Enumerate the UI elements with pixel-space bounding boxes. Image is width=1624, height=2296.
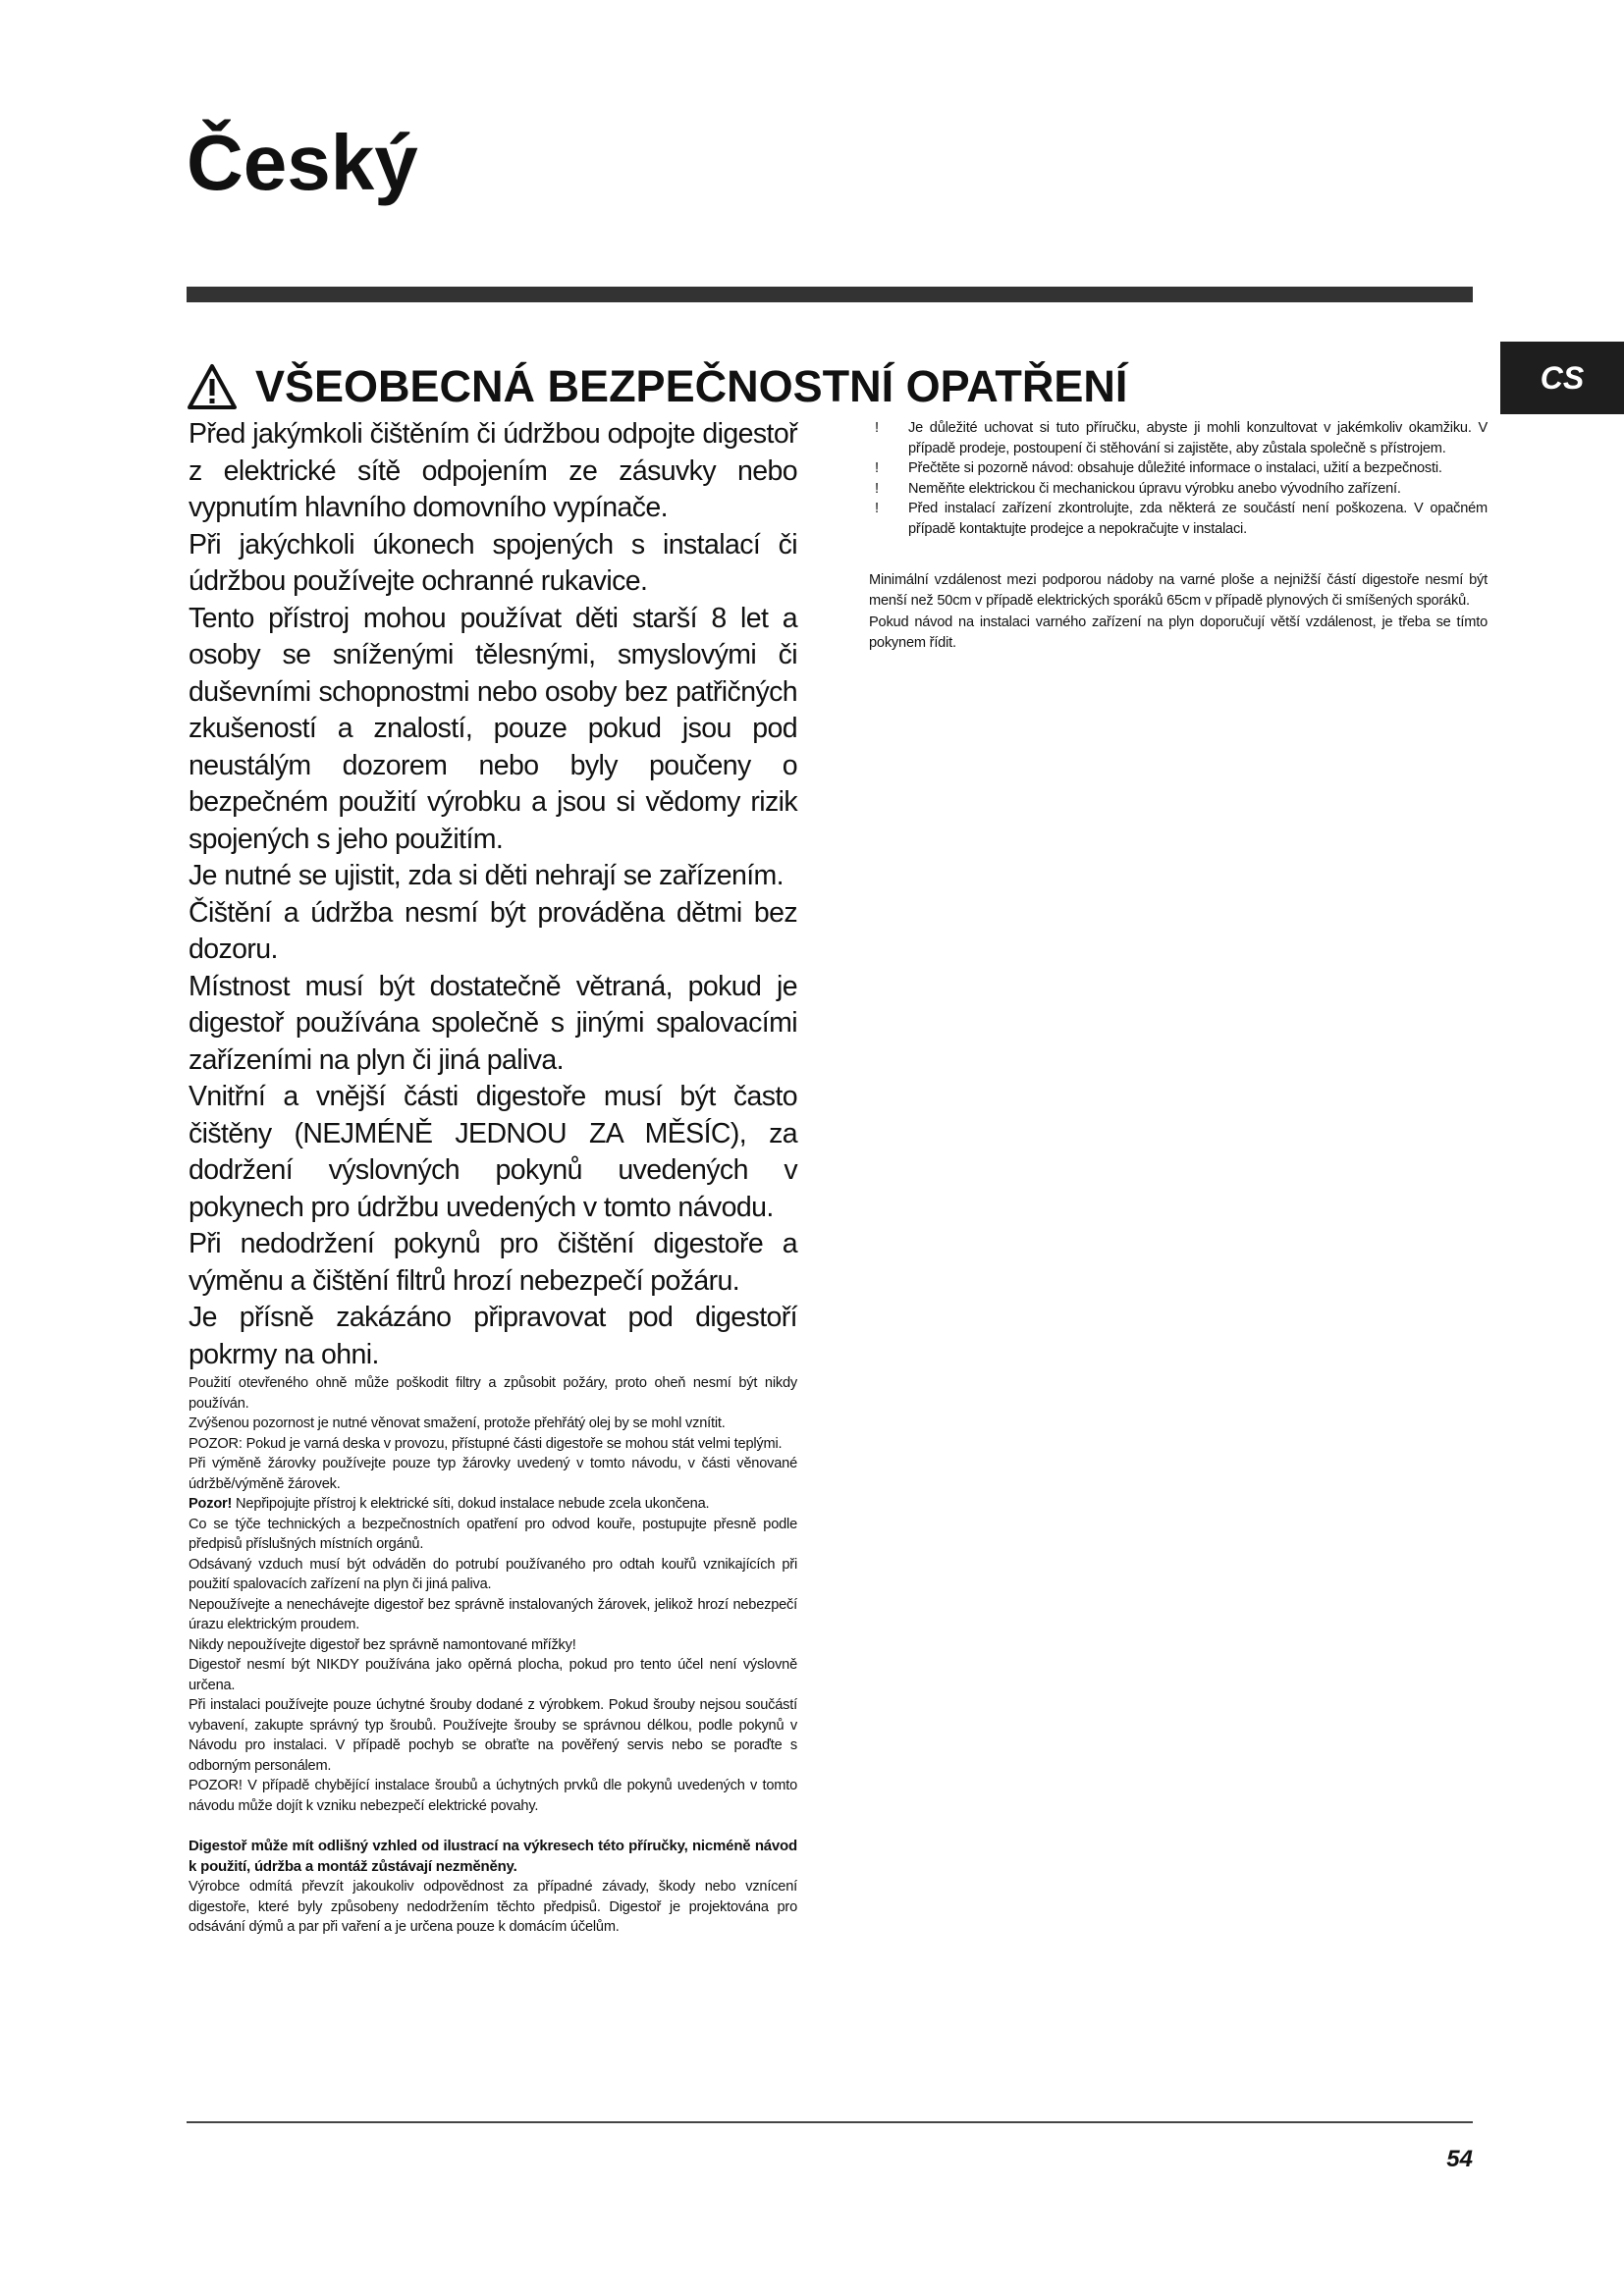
left-column [189, 416, 797, 1938]
instruction-paragraph: Před jakýmkoli čištěním či údržbou odpojte digestoř z elektrické sítě odpojením ze zásuvky nebo vypnutím hlavního domovního vypínače. [189, 418, 797, 523]
design-note [189, 1836, 797, 1938]
instruction-paragraph: Co se týče technických a bezpečnostních opatření pro odvod kouře, postupujte přesně podle předpisů příslušných místních orgánů. [189, 1516, 797, 1552]
bullet-item [869, 499, 1488, 539]
bullet-text: Před instalací zařízení zkontrolujte, zda některá ze součástí není poškozena. V opačném případě kontaktujte prodejce a nepokračujte v instalaci. [908, 501, 1488, 537]
header-divider [187, 287, 1473, 302]
instruction-paragraph: Je přísně zakázáno připravovat pod digestoří pokrmy na ohni. [189, 1302, 797, 1370]
bullet-item [869, 479, 1488, 500]
section-heading-text: VŠEOBECNÁ BEZPEČNOSTNÍ OPATŘENÍ [255, 361, 1128, 411]
bullet-text: Je důležité uchovat si tuto příručku, abyste ji mohli konzultovat v jakémkoliv okamžiku. V případě prodeje, postoupení či stěhování si zajistěte, aby zůstala společně s přístrojem. [908, 420, 1488, 456]
instruction-paragraph: Je nutné se ujistit, zda si děti nehrají se zařízením. [189, 860, 784, 891]
page-number: 54 [1446, 2146, 1473, 2172]
pozor-text: Nepřipojujte přístroj k elektrické síti, dokud instalace nebude zcela ukončena. [232, 1496, 710, 1512]
bullet-text: Neměňte elektrickou či mechanickou úpravu výrobku anebo vývodního zařízení. [908, 480, 1401, 497]
bullet-text: Přečtěte si pozorně návod: obsahuje důležité informace o instalaci, užití a bezpečnosti. [908, 460, 1442, 476]
instruction-paragraph: Čištění a údržba nesmí být prováděna dětmi bez dozoru. [189, 896, 797, 965]
right-column [869, 418, 1488, 655]
distance-paragraph: Pokud návod na instalaci varného zařízení na plyn doporučují větší vzdálenost, je třeba se tímto pokynem řídit. [869, 614, 1488, 651]
exclamation-mark: ! [875, 480, 880, 497]
instruction-paragraph: Digestoř nesmí být NIKDY používána jako opěrná plocha, pokud pro tento účel není výslovně určena. [189, 1657, 797, 1693]
exclamation-mark: ! [875, 501, 880, 516]
instruction-paragraph: Při výměně žárovky používejte pouze typ žárovky uvedený v tomto návodu, v části věnované údržbě/výměně žárovek. [189, 1456, 797, 1492]
exclamation-mark: ! [875, 420, 880, 436]
exclamation-mark: ! [875, 460, 880, 476]
instruction-paragraph: Při instalaci používejte pouze úchytné šrouby dodané z výrobkem. Pokud šrouby nejsou součástí vybavení, zakupte správný typ šroubů. Používejte šrouby se správnou délkou, podle pokynů v Návodu pro instalaci. V případě pochyb se obraťte na pověřený servis nebo se poraďte s odborným personálem. [189, 1697, 797, 1774]
instruction-paragraph: Při nedodržení pokynů pro čištění digestoře a výměnu a čištění filtrů hrozí nebezpečí požáru. [189, 1228, 797, 1297]
instruction-paragraph: Nepoužívejte a nenechávejte digestoř bez správně instalovaných žárovek, jelikož hrozí nebezpečí úrazu elektrickým proudem. [189, 1596, 797, 1632]
secondary-safety-instructions [189, 1373, 797, 1816]
bullet-item [869, 458, 1488, 479]
design-note-bold: Digestoř může mít odlišný vzhled od ilustrací na výkresech této příručky, nicméně návod k použití, údržba a montáž zůstávají nezměněny. [189, 1838, 797, 1875]
pozor-paragraph [189, 1494, 797, 1515]
instruction-paragraph: Zvýšenou pozornost je nutné věnovat smažení, protože přehřátý olej by se mohl vznítit. [189, 1415, 726, 1431]
instruction-paragraph: Vnitřní a vnější části digestoře musí být často čištěny (NEJMÉNĚ JEDNOU ZA MĚSÍC), za dodržení výslovných pokynů uvedených v pokynech pro údržbu uvedených v tomto návodu. [189, 1081, 797, 1223]
primary-safety-instructions [189, 416, 797, 1373]
instruction-paragraph: POZOR! V případě chybějící instalace šroubů a úchytných prvků dle pokynů uvedených v tomto návodu může dojít k vzniku nebezpečí elektrické povahy. [189, 1778, 797, 1814]
instruction-paragraph: POZOR: Pokud je varná deska v provozu, přístupné části digestoře se mohou stát velmi teplými. [189, 1435, 783, 1452]
instruction-paragraph: Místnost musí být dostatečně větraná, pokud je digestoř používána společně s jinými spalovacími zařízeními na plyn či jiná paliva. [189, 970, 797, 1076]
footer-divider [187, 2121, 1473, 2123]
distance-paragraph: Minimální vzdálenost mezi podporou nádoby na varné ploše a nejnižší částí digestoře nesmí být menší než 50cm v případě elektrických sporáků 65cm v případě plynových či smíšených sporáků. [869, 572, 1488, 609]
instruction-paragraph: Tento přístroj mohou používat děti starší 8 let a osoby se sníženými tělesnými, smyslovými či duševními schopnostmi nebo osoby bez patřičných zkušeností a znalostí, pouze pokud jsou pod neustálým dozorem nebo byly poučeny o bezpečném použití výrobku a jsou si vědomy rizik spojených s jeho použitím. [189, 602, 797, 855]
warning-triangle-icon [187, 363, 238, 410]
liability-note: Výrobce odmítá převzít jakoukoliv odpovědnost za případné závady, škody nebo vznícení digestoře, které byly způsobeny nedodržením těchto předpisů. Digestoř je projektována pro odsávání dýmů a par při vaření a je určena pouze k domácím účelům. [189, 1879, 797, 1935]
section-heading [187, 359, 1127, 414]
language-badge: CS [1500, 342, 1624, 414]
instruction-paragraph: Nikdy nepoužívejte digestoř bez správně namontované mřížky! [189, 1636, 576, 1653]
pozor-label: Pozor! [189, 1496, 233, 1512]
distance-requirements [869, 570, 1488, 653]
instruction-paragraph: Použití otevřeného ohně může poškodit filtry a způsobit požáry, proto oheň nesmí být nikdy používán. [189, 1375, 797, 1412]
instruction-paragraph: Odsávaný vzduch musí být odváděn do potrubí používaného pro odtah kouřů vznikajících při použití spalovacích zařízení na plyn či jiná paliva. [189, 1556, 797, 1592]
instruction-paragraph: Při jakýchkoli úkonech spojených s instalací či údržbou používejte ochranné rukavice. [189, 528, 797, 597]
language-title: Český [187, 119, 418, 206]
bullet-item [869, 418, 1488, 458]
